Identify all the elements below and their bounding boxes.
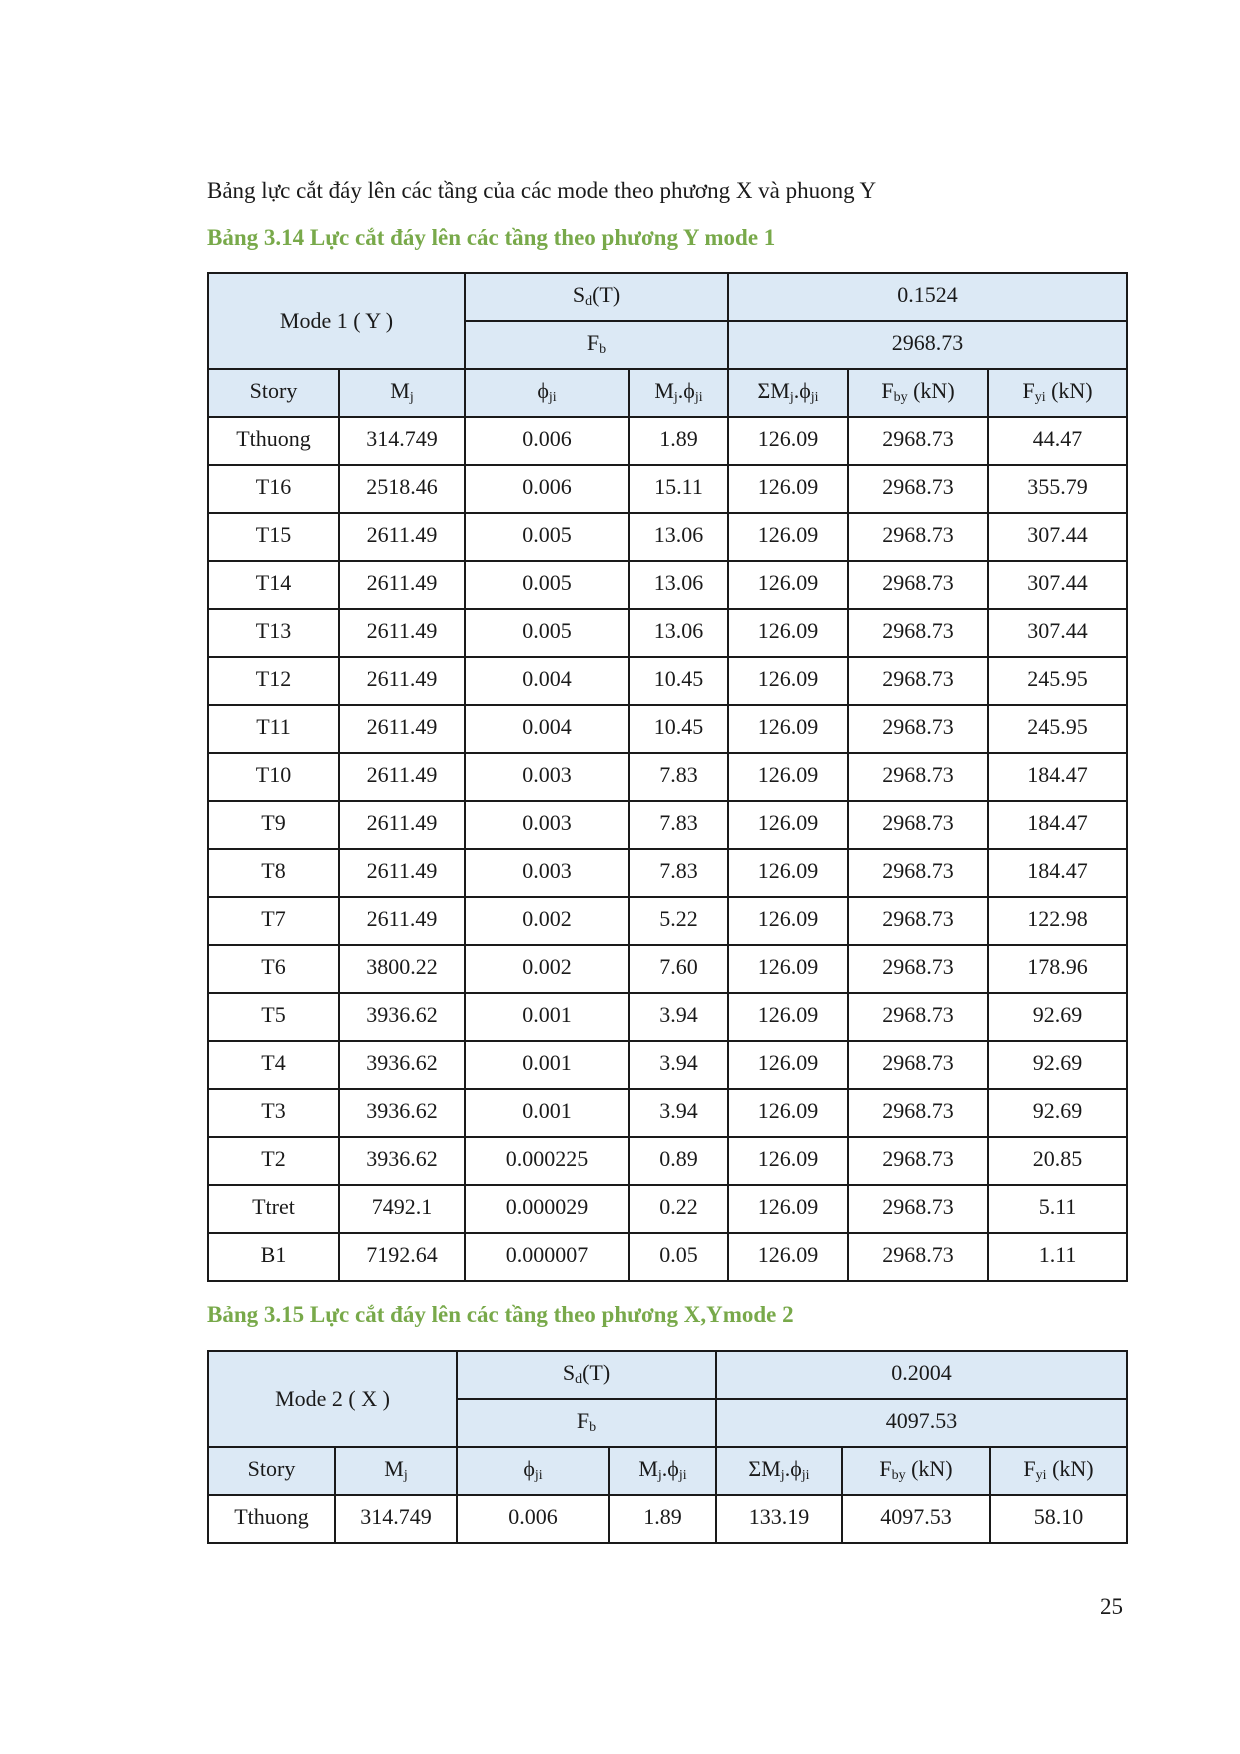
col-header-story <box>208 369 339 417</box>
table-cell: T2 <box>208 1137 339 1185</box>
table-row <box>208 801 1127 849</box>
table-cell: T12 <box>208 657 339 705</box>
table-cell: 0.006 <box>457 1495 609 1543</box>
table-cell: 2611.49 <box>339 609 465 657</box>
mode-label: Mode 2 ( X ) <box>275 1386 390 1411</box>
table-row <box>208 657 1127 705</box>
col-mjphi-text: M <box>654 378 674 403</box>
mode-label: Mode 1 ( Y ) <box>279 308 394 333</box>
table-row <box>208 849 1127 897</box>
table-cell: 10.45 <box>629 705 728 753</box>
table-cell: 0.004 <box>465 705 629 753</box>
table-cell: Tthuong <box>208 1495 335 1543</box>
col-mjphi-text: M <box>638 1456 658 1481</box>
table-cell: 2968.73 <box>848 609 988 657</box>
table-cell: 126.09 <box>728 1137 848 1185</box>
table-cell: 0.003 <box>465 801 629 849</box>
table-cell: 3.94 <box>629 1089 728 1137</box>
col-header-sum-mj-phi <box>716 1447 842 1495</box>
table-cell: Tthuong <box>208 417 339 465</box>
sd-suffix: (T) <box>592 282 621 307</box>
table-cell: B1 <box>208 1233 339 1281</box>
table-cell: 245.95 <box>988 657 1127 705</box>
table-row <box>208 1233 1127 1281</box>
col-mjphi-mid: .ϕ <box>677 378 695 403</box>
table-cell: 5.11 <box>988 1185 1127 1233</box>
table-cell: 2968.73 <box>848 993 988 1041</box>
table-cell: 126.09 <box>728 945 848 993</box>
table-row <box>208 1137 1127 1185</box>
table-cell: 126.09 <box>728 465 848 513</box>
table-cell: T13 <box>208 609 339 657</box>
table-cell: 13.06 <box>629 609 728 657</box>
col-header-mj <box>335 1447 457 1495</box>
table-caption: Bảng 3.14 Lực cắt đáy lên các tầng theo phương Y mode 1 <box>207 225 776 250</box>
table-row <box>208 1495 1127 1543</box>
table-cell: 0.003 <box>465 753 629 801</box>
table-cell: 7.83 <box>629 753 728 801</box>
table-cell: 2968.73 <box>848 1089 988 1137</box>
table-cell: 92.69 <box>988 993 1127 1041</box>
table-cell: 2968.73 <box>848 705 988 753</box>
col-sum-sub1: j <box>789 390 794 405</box>
table-cell: 184.47 <box>988 801 1127 849</box>
table-cell: 0.22 <box>629 1185 728 1233</box>
table-cell: 7.83 <box>629 801 728 849</box>
table-cell: 3936.62 <box>339 1137 465 1185</box>
table-cell: 2968.73 <box>848 1185 988 1233</box>
table-cell: 3.94 <box>629 1041 728 1089</box>
table-cell: 2968.73 <box>848 897 988 945</box>
col-fby-unit: (kN) <box>905 1456 953 1481</box>
col-mjphi-sub2: ji <box>694 390 703 405</box>
table-cell: 4097.53 <box>842 1495 990 1543</box>
col-fby-unit: (kN) <box>907 378 955 403</box>
table-cell: 0.001 <box>465 1041 629 1089</box>
table-cell: 314.749 <box>339 417 465 465</box>
table-cell: 2968.73 <box>848 561 988 609</box>
table-cell: 184.47 <box>988 753 1127 801</box>
col-header-phi <box>457 1447 609 1495</box>
table-cell: 2611.49 <box>339 657 465 705</box>
table-cell: 2968.73 <box>848 465 988 513</box>
table-cell: 58.10 <box>990 1495 1127 1543</box>
col-sum-sub2: ji <box>810 390 819 405</box>
fb-subscript: b <box>599 342 607 357</box>
col-header-fby <box>842 1447 990 1495</box>
table-cell: T14 <box>208 561 339 609</box>
fb-symbol: F <box>576 1408 590 1433</box>
table-cell: 2968.73 <box>848 417 988 465</box>
col-mj-sub: j <box>409 390 414 405</box>
table-cell: 2611.49 <box>339 513 465 561</box>
col-sum-text: ΣM <box>748 1456 781 1481</box>
table-cell: 314.749 <box>335 1495 457 1543</box>
col-mj-text: M <box>384 1456 404 1481</box>
table-cell: T16 <box>208 465 339 513</box>
fb-value-cell <box>728 321 1127 369</box>
table-row <box>208 945 1127 993</box>
table-cell: 2611.49 <box>339 753 465 801</box>
table-cell: 2968.73 <box>848 657 988 705</box>
sd-suffix: (T) <box>582 1360 611 1385</box>
col-mjphi-sub1: j <box>673 390 678 405</box>
table-row <box>208 897 1127 945</box>
table-cell: T4 <box>208 1041 339 1089</box>
sd-value-cell <box>716 1351 1127 1399</box>
col-sum-sub1: j <box>780 1468 785 1483</box>
page-number: 25 <box>1100 1594 1123 1619</box>
table-cell: 126.09 <box>728 561 848 609</box>
col-phi-text: ϕ <box>537 378 549 403</box>
table-row <box>208 705 1127 753</box>
fb-value: 2968.73 <box>891 330 964 355</box>
table-cell: T11 <box>208 705 339 753</box>
col-fyi-sub: yi <box>1034 390 1046 405</box>
sd-subscript: d <box>575 1372 583 1387</box>
table-cell: 126.09 <box>728 1233 848 1281</box>
col-sum-mid: .ϕ <box>784 1456 802 1481</box>
table-cell: 126.09 <box>728 801 848 849</box>
table-cell: 126.09 <box>728 609 848 657</box>
table-cell: 126.09 <box>728 753 848 801</box>
table-cell: 0.05 <box>629 1233 728 1281</box>
table-row <box>208 417 1127 465</box>
table-cell: 184.47 <box>988 849 1127 897</box>
table-cell: 122.98 <box>988 897 1127 945</box>
fb-value-cell <box>716 1399 1127 1447</box>
table-cell: T7 <box>208 897 339 945</box>
table-cell: 2968.73 <box>848 1137 988 1185</box>
col-fby-text: F <box>879 1456 892 1481</box>
table-row <box>208 513 1127 561</box>
table-cell: 13.06 <box>629 513 728 561</box>
col-sum-sub2: ji <box>801 1468 810 1483</box>
mode-label-cell <box>208 1351 457 1447</box>
table-cell: 126.09 <box>728 1041 848 1089</box>
col-fyi-unit: (kN) <box>1045 378 1093 403</box>
table-cell: 126.09 <box>728 513 848 561</box>
table-caption: Bảng 3.15 Lực cắt đáy lên các tầng theo phương X,Ymode 2 <box>207 1302 794 1327</box>
table-cell: 2968.73 <box>848 801 988 849</box>
table-cell: 2611.49 <box>339 849 465 897</box>
table-cell: 3936.62 <box>339 1041 465 1089</box>
table-cell: T10 <box>208 753 339 801</box>
col-fby-text: F <box>881 378 894 403</box>
sd-symbol: S <box>562 1360 576 1385</box>
table-cell: 1.89 <box>629 417 728 465</box>
table-cell: T8 <box>208 849 339 897</box>
table-cell: T3 <box>208 1089 339 1137</box>
table-cell: 126.09 <box>728 417 848 465</box>
col-mj-text: M <box>390 378 410 403</box>
table-cell: 3936.62 <box>339 1089 465 1137</box>
col-header-fyi <box>988 369 1127 417</box>
table-cell: 92.69 <box>988 1089 1127 1137</box>
table-cell: 1.11 <box>988 1233 1127 1281</box>
col-header-story <box>208 1447 335 1495</box>
table-cell: 7.60 <box>629 945 728 993</box>
col-fby-sub: by <box>891 1468 906 1483</box>
fb-subscript: b <box>589 1420 597 1435</box>
sd-label-cell <box>457 1351 716 1399</box>
table-cell: 2611.49 <box>339 561 465 609</box>
table-cell: 92.69 <box>988 1041 1127 1089</box>
table-cell: 5.22 <box>629 897 728 945</box>
col-mjphi-sub2: ji <box>678 1468 687 1483</box>
table-cell: 3800.22 <box>339 945 465 993</box>
table-cell: 126.09 <box>728 897 848 945</box>
table-cell: 2611.49 <box>339 897 465 945</box>
table-cell: 0.000029 <box>465 1185 629 1233</box>
table-cell: 178.96 <box>988 945 1127 993</box>
col-header-mj <box>339 369 465 417</box>
table-cell: 0.002 <box>465 897 629 945</box>
table-cell: 0.89 <box>629 1137 728 1185</box>
col-mjphi-mid: .ϕ <box>661 1456 679 1481</box>
table-cell: 0.001 <box>465 1089 629 1137</box>
col-header-fyi <box>990 1447 1127 1495</box>
table-cell: 355.79 <box>988 465 1127 513</box>
table-cell: 0.002 <box>465 945 629 993</box>
col-fyi-unit: (kN) <box>1046 1456 1094 1481</box>
table-row <box>208 1089 1127 1137</box>
table-cell: Ttret <box>208 1185 339 1233</box>
table-cell: 307.44 <box>988 609 1127 657</box>
col-header-mj-phi <box>629 369 728 417</box>
table-cell: 7492.1 <box>339 1185 465 1233</box>
base-shear-table-mode-1 <box>207 272 1128 1282</box>
sd-value: 0.2004 <box>891 1360 952 1385</box>
table-cell: 0.005 <box>465 513 629 561</box>
fb-symbol: F <box>586 330 600 355</box>
table-cell: 15.11 <box>629 465 728 513</box>
table-cell: 3.94 <box>629 993 728 1041</box>
table-cell: 2968.73 <box>848 945 988 993</box>
col-phi-text: ϕ <box>523 1456 535 1481</box>
table-cell: 2611.49 <box>339 801 465 849</box>
table-cell: 13.06 <box>629 561 728 609</box>
col-fyi-text: F <box>1022 378 1035 403</box>
fb-value: 4097.53 <box>885 1408 958 1433</box>
table-cell: 126.09 <box>728 1089 848 1137</box>
col-header-mj-phi <box>609 1447 716 1495</box>
col-story-text: Story <box>247 1456 296 1481</box>
table-cell: 0.000007 <box>465 1233 629 1281</box>
table-cell: 2968.73 <box>848 1041 988 1089</box>
table-cell: 2968.73 <box>848 1233 988 1281</box>
table-cell: 2968.73 <box>848 753 988 801</box>
table-row <box>208 1185 1127 1233</box>
col-header-phi <box>465 369 629 417</box>
table-cell: 245.95 <box>988 705 1127 753</box>
table-cell: 0.006 <box>465 417 629 465</box>
table-cell: 3936.62 <box>339 993 465 1041</box>
table-cell: 0.006 <box>465 465 629 513</box>
table-cell: 126.09 <box>728 657 848 705</box>
table-cell: 0.005 <box>465 561 629 609</box>
table-cell: T9 <box>208 801 339 849</box>
table-cell: 44.47 <box>988 417 1127 465</box>
fb-label-cell <box>457 1399 716 1447</box>
col-header-fby <box>848 369 988 417</box>
table-row <box>208 753 1127 801</box>
col-fby-sub: by <box>893 390 908 405</box>
table-cell: 2968.73 <box>848 513 988 561</box>
table-cell: T6 <box>208 945 339 993</box>
col-phi-sub: ji <box>534 1468 543 1483</box>
table-cell: 307.44 <box>988 561 1127 609</box>
table-cell: 2611.49 <box>339 705 465 753</box>
table-cell: 20.85 <box>988 1137 1127 1185</box>
table-cell: 0.005 <box>465 609 629 657</box>
col-fyi-sub: yi <box>1035 1468 1047 1483</box>
col-sum-mid: .ϕ <box>793 378 811 403</box>
table-cell: 0.004 <box>465 657 629 705</box>
table-cell: 7.83 <box>629 849 728 897</box>
table-cell: 126.09 <box>728 1185 848 1233</box>
base-shear-table-mode-2 <box>207 1350 1128 1544</box>
table-row <box>208 993 1127 1041</box>
sd-value-cell <box>728 273 1127 321</box>
sd-label-cell <box>465 273 728 321</box>
col-fyi-text: F <box>1023 1456 1036 1481</box>
sd-value: 0.1524 <box>897 282 958 307</box>
table-cell: 10.45 <box>629 657 728 705</box>
col-mj-sub: j <box>403 1468 408 1483</box>
table-cell: 0.003 <box>465 849 629 897</box>
table-cell: 126.09 <box>728 849 848 897</box>
table-cell: 2968.73 <box>848 849 988 897</box>
table-cell: 133.19 <box>716 1495 842 1543</box>
table-cell: 1.89 <box>609 1495 716 1543</box>
table-cell: 0.001 <box>465 993 629 1041</box>
table-cell: 126.09 <box>728 705 848 753</box>
col-story-text: Story <box>249 378 298 403</box>
intro-text: Bảng lực cắt đáy lên các tầng của các mode theo phương X và phuong Y <box>207 178 877 203</box>
table-cell: 7192.64 <box>339 1233 465 1281</box>
table-cell: 307.44 <box>988 513 1127 561</box>
table-cell: 0.000225 <box>465 1137 629 1185</box>
col-sum-text: ΣM <box>757 378 790 403</box>
table-row <box>208 465 1127 513</box>
table-cell: 126.09 <box>728 993 848 1041</box>
col-mjphi-sub1: j <box>657 1468 662 1483</box>
table-row <box>208 609 1127 657</box>
sd-symbol: S <box>572 282 586 307</box>
fb-label-cell <box>465 321 728 369</box>
mode-label-cell <box>208 273 465 369</box>
table-row <box>208 1041 1127 1089</box>
col-header-sum-mj-phi <box>728 369 848 417</box>
table-row <box>208 561 1127 609</box>
sd-subscript: d <box>585 294 593 309</box>
table-cell: T15 <box>208 513 339 561</box>
col-phi-sub: ji <box>548 390 557 405</box>
table-cell: 2518.46 <box>339 465 465 513</box>
table-cell: T5 <box>208 993 339 1041</box>
